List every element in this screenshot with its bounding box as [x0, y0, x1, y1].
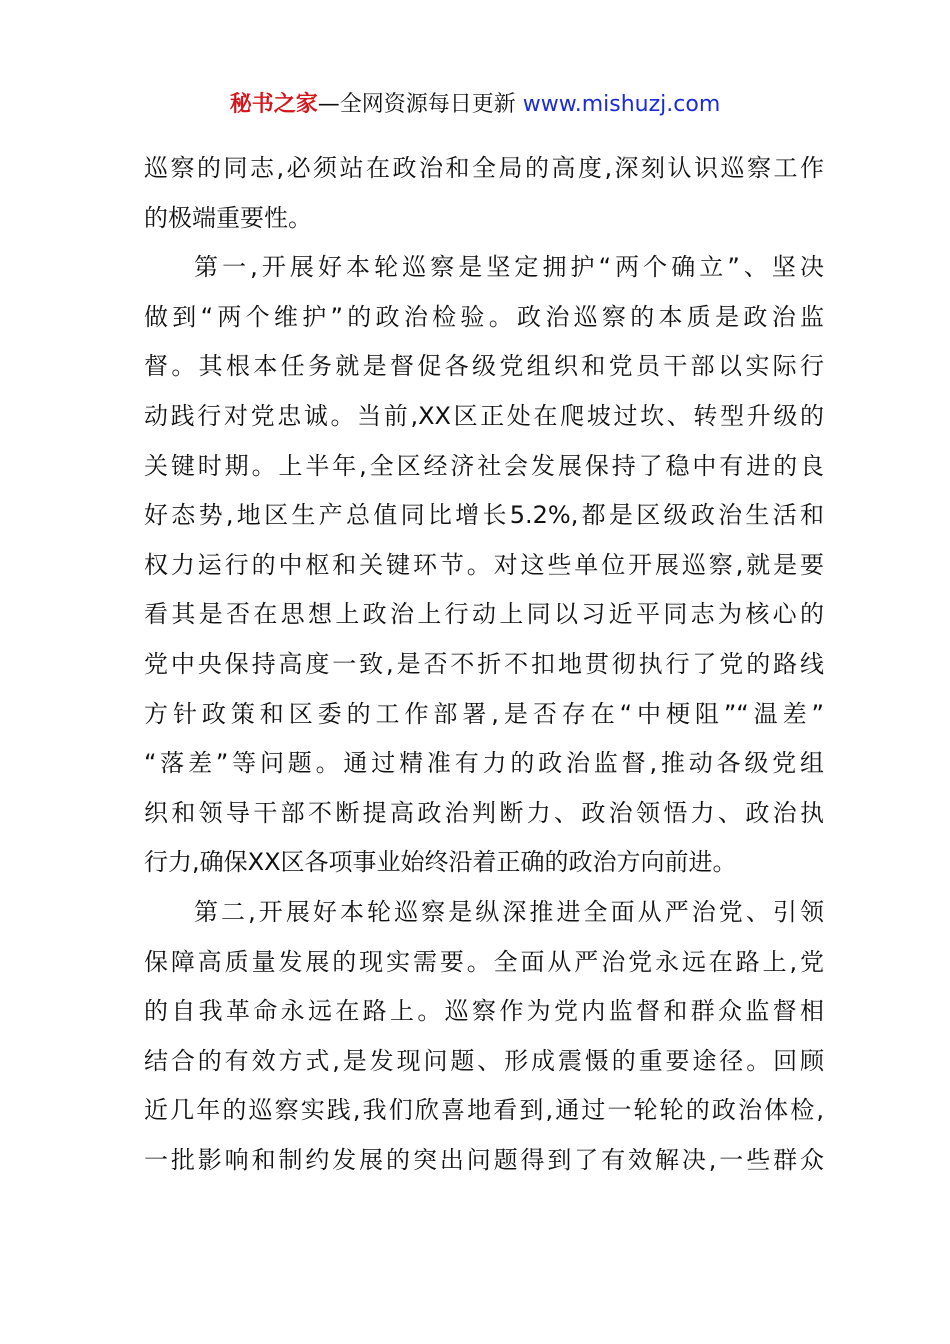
text-line: 的自我革命永远在路上。巡察作为党内监督和群众监督相	[144, 997, 824, 1026]
text-line: 督。其根本任务就是督促各级党组织和党员干部以实际行	[144, 352, 824, 381]
text-line: 看其是否在思想上政治上行动上同以习近平同志为核心的	[144, 600, 824, 629]
text-line: 保障高质量发展的现实需要。全面从严治党永远在路上,党	[144, 947, 824, 976]
text-line: 动践行对党忠诚。当前,XX区正处在爬坡过坎、转型升级的	[144, 401, 824, 430]
text-line: 的极端重要性。	[144, 203, 312, 232]
page-header	[0, 88, 950, 122]
text-line: 第二,开展好本轮巡察是纵深推进全面从严治党、引领	[194, 897, 824, 926]
text-line: “落差”等问题。通过精准有力的政治监督,推动各级党组	[144, 749, 824, 778]
text-line: 权力运行的中枢和关键环节。对这些单位开展巡察,就是要	[144, 550, 824, 579]
site-brand: 秘书之家	[229, 92, 318, 117]
site-tagline: —全网资源每日更新	[317, 92, 523, 117]
text-line: 做到“两个维护”的政治检验。政治巡察的本质是政治监	[144, 302, 824, 331]
text-line: 巡察的同志,必须站在政治和全局的高度,深刻认识巡察工作	[144, 154, 824, 182]
text-line: 关键时期。上半年,全区经济社会发展保持了稳中有进的良	[144, 451, 824, 480]
text-line: 结合的有效方式,是发现问题、形成震慑的重要途径。回顾	[144, 1046, 824, 1075]
text-line: 织和领导干部不断提高政治判断力、政治领悟力、政治执	[144, 798, 824, 827]
text-line: 行力,确保XX区各项事业始终沿着正确的政治方向前进。	[144, 848, 737, 877]
text-line: 第一,开展好本轮巡察是坚定拥护“两个确立”、坚决	[194, 253, 824, 282]
text-line: 一批影响和制约发展的突出问题得到了有效解决,一些群众	[144, 1145, 824, 1174]
text-line: 党中央保持高度一致,是否不折不扣地贯彻执行了党的路线	[144, 649, 824, 678]
site-url-link[interactable]: www.mishuzj.com	[522, 92, 721, 117]
text-line: 方针政策和区委的工作部署,是否存在“中梗阻”“温差”	[144, 699, 824, 728]
text-line: 近几年的巡察实践,我们欣喜地看到,通过一轮轮的政治体检,	[144, 1096, 824, 1125]
text-line: 好态势,地区生产总值同比增长5.2%,都是区级政治生活和	[144, 501, 824, 530]
document-body	[144, 144, 824, 1185]
